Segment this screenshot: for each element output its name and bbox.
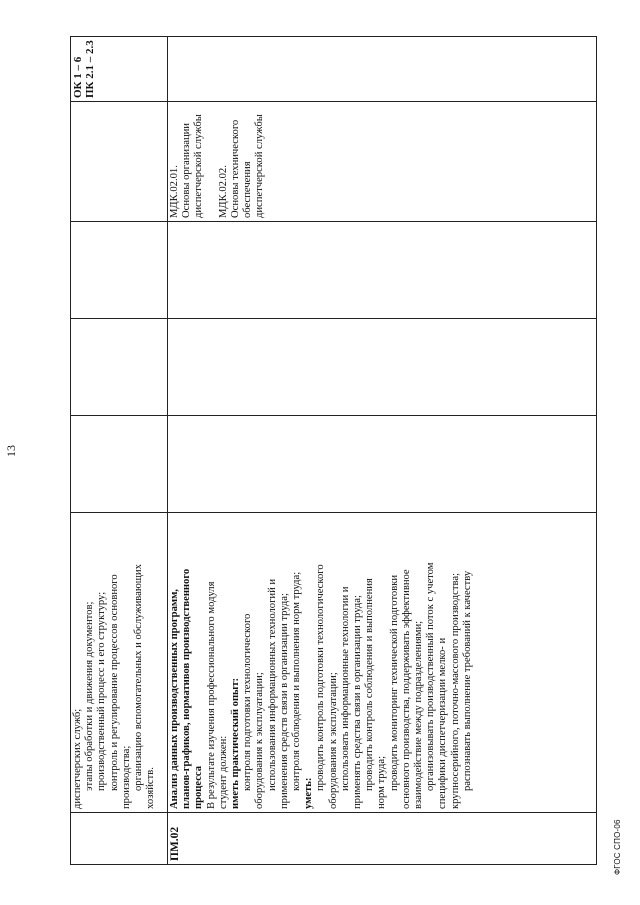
module-description-line: распознавать выполнение требований к качеству	[461, 570, 473, 791]
cell-empty	[71, 319, 168, 416]
module-description-line: процесса	[193, 765, 205, 809]
course-line: МДК.02.01.	[169, 165, 180, 218]
description-line: хозяйств.	[145, 767, 157, 809]
module-description-line: студент должен:	[217, 735, 229, 809]
course-line: МДК.02.02.	[217, 165, 229, 218]
cell-competencies	[71, 37, 168, 102]
description-line: производства;	[120, 745, 132, 809]
module-description-line: планов-графиков, нормативов производственного	[181, 568, 193, 809]
competencies-list	[72, 40, 96, 98]
module-description-line: норм труда;	[376, 755, 388, 809]
table-row-continued	[71, 37, 168, 865]
module-description-line: основного производства, поддерживать эффективное	[400, 569, 412, 809]
module-description-line: проводить контроль соблюдения и выполнения	[364, 578, 376, 791]
module-description-line: уметь:	[303, 777, 315, 809]
module-description-line: В результате изучения профессионального модуля	[205, 581, 217, 809]
cell-code-empty	[71, 813, 168, 865]
curriculum-table	[70, 36, 597, 865]
module-description-line: использования информационных технологий и	[266, 578, 278, 791]
course-line: диспетчерской службы	[254, 114, 266, 218]
description-line: диспетчерских служб;	[72, 708, 83, 809]
module-description-line: проводить мониторинг технической подготовки	[388, 574, 400, 791]
course-line: Основы организации	[181, 123, 193, 218]
module-description-lines	[169, 516, 474, 809]
module-description-line: организовывать производственный поток с учетом	[425, 562, 437, 791]
cell-empty	[71, 416, 168, 513]
cell-empty	[168, 319, 597, 416]
cell-courses	[168, 102, 597, 222]
module-description-line: Анализ данных производственных программ,	[169, 589, 180, 809]
module-code: ПМ.02	[169, 826, 181, 861]
description-line: организацию вспомогательных и обслуживающих	[133, 564, 145, 791]
module-description-line: взаимодействие между подразделениями;	[413, 620, 425, 809]
cell-empty	[168, 222, 597, 319]
cell-empty	[71, 102, 168, 222]
course-line: обеспечения	[242, 161, 254, 218]
module-description-line: оборудования к эксплуатации;	[254, 672, 266, 809]
description-line: контроль и регулирование процессов основного	[108, 574, 120, 791]
table-row-pm02	[168, 37, 597, 865]
course-line: диспетчерской службы	[193, 114, 205, 218]
course-list	[169, 105, 266, 218]
module-description-line: применения средств связи в организации труда;	[278, 593, 290, 809]
cell-description-continued	[71, 513, 168, 813]
module-description-line: использовать информационные технологии и	[339, 586, 351, 791]
footer-code: ФГОС СПО-06	[613, 819, 622, 875]
page-number: 13	[4, 445, 18, 457]
description-line: производственный процесс и его структуру;	[96, 591, 108, 791]
module-description-line: контроля соблюдения и выполнения норм труда;	[291, 571, 303, 791]
description-lines	[72, 516, 157, 809]
module-description-line: применять средства связи в организации труда;	[352, 595, 364, 809]
description-line: этапы обработки и движения документов;	[84, 601, 96, 791]
cell-module-code	[168, 813, 597, 865]
module-description-line: специфики диспетчеризации мелко- и	[437, 637, 449, 809]
module-description-line: крупносерийного, поточно-массового производства;	[449, 572, 461, 809]
cell-empty	[168, 37, 597, 102]
module-description-line: оборудования к эксплуатации;	[327, 672, 339, 809]
cell-empty	[168, 416, 597, 513]
module-description-line: иметь практический опыт:	[230, 677, 242, 809]
competency-code: ПК 2.1 – 2.3	[84, 40, 96, 98]
cell-module-description	[168, 513, 597, 813]
cell-empty	[71, 222, 168, 319]
module-description-line: проводить контроль подготовки технологического	[315, 564, 327, 791]
module-description-line: контроля подготовки технологического	[242, 613, 254, 791]
competency-code: ОК 1 – 6	[72, 56, 84, 98]
course-line: Основы технического	[229, 119, 241, 218]
